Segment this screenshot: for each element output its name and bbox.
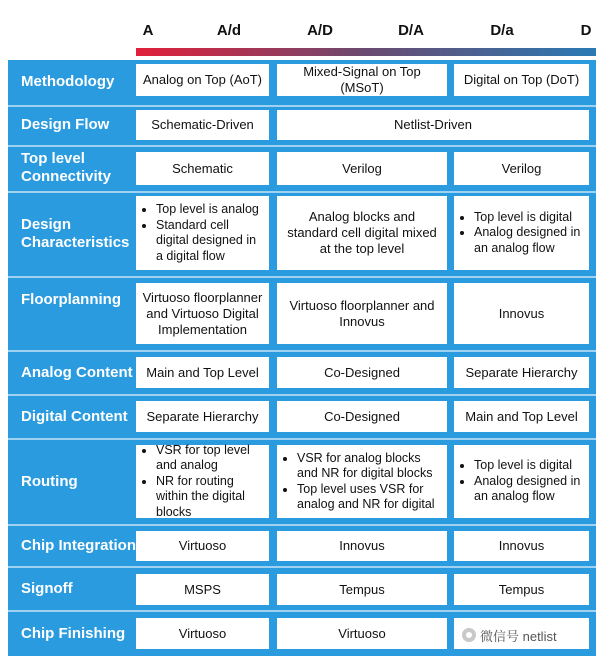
cell-routing-msot: [277, 445, 447, 518]
row-separator: [8, 191, 596, 193]
cell-characteristics-dot: [454, 196, 589, 270]
cell-connectivity-dot: Verilog: [454, 152, 589, 185]
row-separator: [8, 145, 596, 147]
cell-methodology-dot: Digital on Top (DoT): [454, 64, 589, 96]
row-label-floorplanning: Floorplanning: [21, 291, 121, 308]
row-separator: [8, 276, 596, 278]
list-item: • Analog designed in an analog flow: [474, 474, 583, 505]
cell-signoff-aot: MSPS: [136, 574, 269, 605]
bullet-list: [460, 210, 583, 257]
bullet-list: [283, 451, 441, 513]
list-item: • Top level uses VSR for analog and NR for digital: [297, 482, 441, 513]
scale-label-d-a: D/A: [398, 22, 424, 39]
row-separator: [8, 566, 596, 568]
row-separator: [8, 350, 596, 352]
scale-label-a-small-d: A/d: [216, 22, 242, 39]
cell-characteristics-aot: [136, 196, 269, 270]
cell-characteristics-msot: Analog blocks and standard cell digital mixed at the top level: [277, 196, 447, 270]
row-label-design-flow: Design Flow: [21, 116, 110, 133]
cell-chip-finishing-msot: Virtuoso: [277, 618, 447, 649]
row-label-methodology: Methodology: [21, 73, 115, 90]
list-item: • Top level is analog: [156, 202, 263, 218]
list-item: • NR for routing within the digital blocks: [156, 474, 263, 521]
row-separator: [8, 610, 596, 612]
row-separator: [8, 438, 596, 440]
row-label-routing: Routing: [21, 472, 78, 490]
cell-connectivity-msot: Verilog: [277, 152, 447, 185]
wechat-icon: [462, 628, 476, 642]
scale-label-d: D: [580, 22, 592, 39]
list-item: • Top level is digital: [474, 210, 583, 226]
watermark-text: 微信号 netlist: [480, 628, 557, 644]
spectrum-scale: [0, 22, 600, 42]
cell-digital-content-msot: Co-Designed: [277, 401, 447, 432]
list-item: • Analog designed in an analog flow: [474, 225, 583, 256]
cell-methodology-msot: Mixed-Signal on Top (MSoT): [277, 64, 447, 96]
wechat-watermark: [462, 624, 586, 646]
scale-label-a-d: A/D: [307, 22, 333, 39]
list-item: • Standard cell digital designed in a digital flow: [156, 218, 263, 265]
cell-analog-content-dot: Separate Hierarchy: [454, 357, 589, 388]
cell-chip-integration-msot: Innovus: [277, 531, 447, 561]
cell-chip-integration-aot: Virtuoso: [136, 531, 269, 561]
cell-analog-content-aot: Main and Top Level: [136, 357, 269, 388]
analog-digital-gradient-bar: [136, 48, 596, 56]
row-label-chip-integration: Chip Integration: [21, 537, 136, 554]
cell-connectivity-aot: Schematic: [136, 152, 269, 185]
cell-design-flow-schematic: Schematic-Driven: [136, 110, 269, 140]
bullet-list: [142, 202, 263, 264]
row-separator: [8, 524, 596, 526]
row-label-chip-finishing: Chip Finishing: [21, 624, 126, 642]
row-separator: [8, 394, 596, 396]
cell-chip-finishing-aot: Virtuoso: [136, 618, 269, 649]
row-label-signoff: Signoff: [21, 579, 73, 597]
cell-digital-content-aot: Separate Hierarchy: [136, 401, 269, 432]
row-label-design-characteristics: Design Characteristics: [21, 216, 130, 251]
list-item: • VSR for top level and analog: [156, 443, 263, 474]
cell-floorplanning-msot: Virtuoso floorplanner and Innovus: [277, 283, 447, 344]
cell-signoff-dot: Tempus: [454, 574, 589, 605]
cell-floorplanning-aot: Virtuoso floorplanner and Virtuoso Digital Implementation: [136, 283, 269, 344]
cell-floorplanning-dot: Innovus: [454, 283, 589, 344]
row-separator: [8, 105, 596, 107]
cell-signoff-msot: Tempus: [277, 574, 447, 605]
bullet-list: [460, 458, 583, 505]
cell-methodology-aot: Analog on Top (AoT): [136, 64, 269, 96]
cell-chip-integration-dot: Innovus: [454, 531, 589, 561]
list-item: • VSR for analog blocks and NR for digital blocks: [297, 451, 441, 482]
cell-design-flow-netlist: Netlist-Driven: [277, 110, 589, 140]
bullet-list: [142, 443, 263, 521]
cell-routing-aot: [136, 442, 269, 519]
cell-routing-dot: [454, 445, 589, 518]
list-item: • Top level is digital: [474, 458, 583, 474]
cell-digital-content-dot: Main and Top Level: [454, 401, 589, 432]
scale-label-a: A: [142, 22, 154, 39]
row-label-analog-content: Analog Content: [21, 363, 133, 381]
row-label-digital-content: Digital Content: [21, 407, 128, 425]
scale-label-d-small-a: D/a: [490, 22, 514, 39]
cell-analog-content-msot: Co-Designed: [277, 357, 447, 388]
row-label-top-level-connectivity: Top level Connectivity: [21, 150, 112, 185]
